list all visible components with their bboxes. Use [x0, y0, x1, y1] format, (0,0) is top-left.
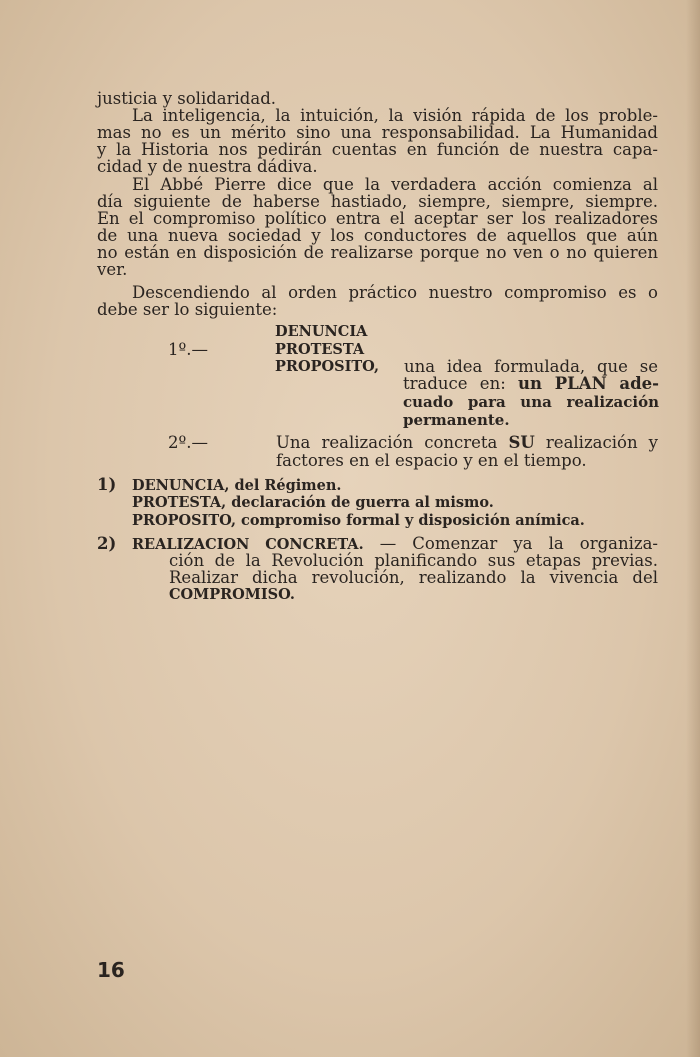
item-1-line: PROTESTA, declaración de guerra al mismo. — [132, 494, 494, 511]
outline-number-2: 2º.— — [168, 433, 209, 452]
text-line: y la Historia nos pedirán cuentas en función de nuestra capa- — [97, 140, 658, 159]
text-line: debe ser lo siguiente: — [97, 300, 278, 319]
outline-proposito: PROPOSITO, — [275, 358, 379, 375]
item-number-2: 2) — [97, 534, 117, 553]
outline-number-1: 1º.— — [168, 340, 209, 359]
text-line: La inteligencia, la intuición, la visión rápida de los proble- — [132, 106, 658, 125]
text-line: día siguiente de haberse hastiado, siempre, siempre, siempre. — [97, 192, 658, 211]
outline-realizacion-text: factores en el espacio y en el tiempo. — [276, 451, 587, 470]
text-line: Descendiendo al orden práctico nuestro compromiso es o — [132, 283, 658, 302]
page-number: 16 — [97, 958, 125, 982]
text-line: cidad y de nuestra dádiva. — [97, 157, 318, 176]
outline-proposito-text: permanente. — [403, 411, 510, 429]
text-line: El Abbé Pierre dice que la verdadera acción comienza al — [132, 175, 658, 194]
outline-realizacion-text: Una realización concreta SU realización y — [276, 433, 658, 452]
text-line: mas no es un mérito sino una responsabilidad. La Humanidad — [97, 123, 658, 142]
text-line: ver. — [97, 260, 128, 279]
text-line: justicia y solidaridad. — [97, 89, 277, 108]
item-number-1: 1) — [97, 475, 117, 494]
item-2-line: REALIZACION CONCRETA. — Comenzar ya la organiza- — [132, 534, 658, 553]
outline-proposito-text: traduce en: un PLAN ade- — [403, 374, 659, 393]
text-line: En el compromiso político entra el aceptar ser los realizadores — [97, 209, 658, 228]
item-2-line: COMPROMISO. — [169, 586, 295, 603]
item-1-line: PROPOSITO, compromiso formal y disposición anímica. — [132, 512, 585, 529]
item-2-line: Realizar dicha revolución, realizando la vivencia del — [169, 568, 658, 587]
item-1-line: DENUNCIA, del Régimen. — [132, 477, 342, 494]
text-line: de una nueva sociedad y los conductores de aquellos que aún — [97, 226, 658, 245]
item-2-line: ción de la Revolución planificando sus etapas previas. — [169, 551, 658, 570]
outline-denuncia: DENUNCIA — [275, 323, 368, 340]
outline-protesta: PROTESTA — [275, 341, 365, 358]
text-line: no están en disposición de realizarse porque no ven o no quieren — [97, 243, 658, 262]
outline-proposito-text: cuado para una realización — [403, 393, 659, 411]
outline-proposito-text: una idea formulada, que se — [404, 357, 658, 376]
page-edge-shadow — [686, 0, 700, 1057]
